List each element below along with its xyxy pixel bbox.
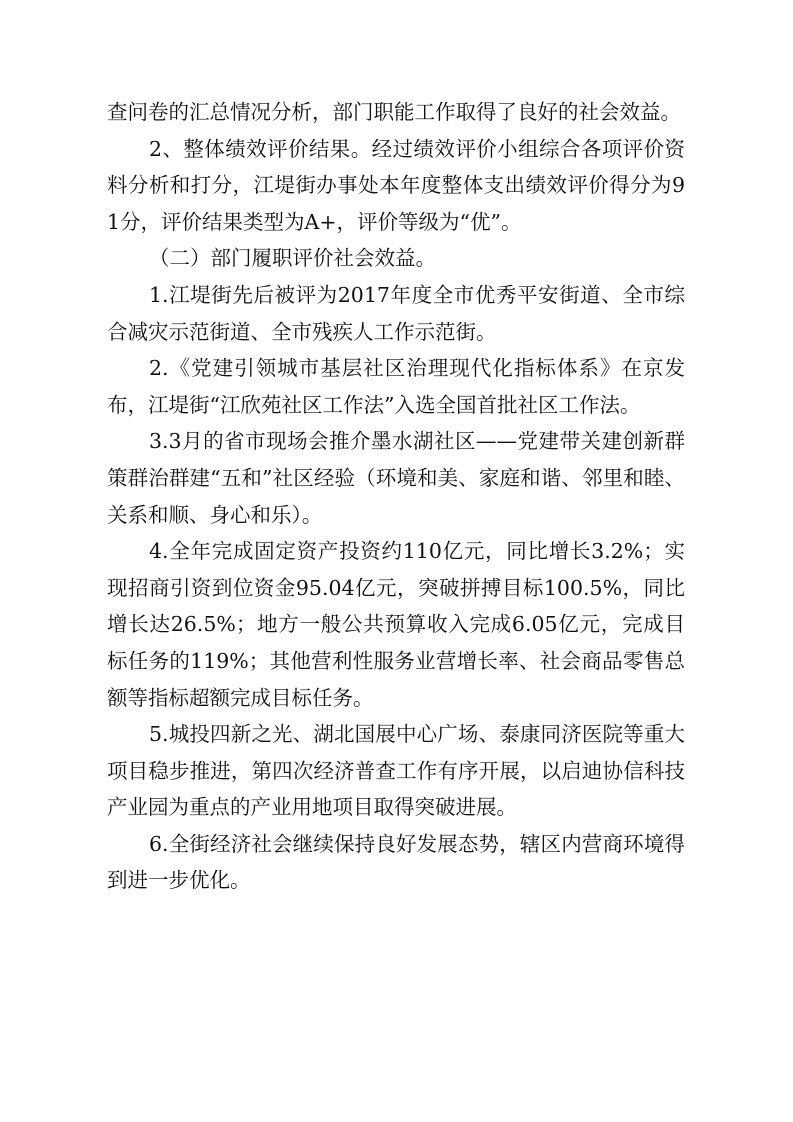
list-item-3: 3.3月的省市现场会推介墨水湖社区——党建带关建创新群策群治群建“五和”社区经验（环境和美、家庭和谐、邻里和睦、关系和顺、身心和乐）。: [107, 429, 685, 527]
document-body: [107, 94, 685, 899]
list-item-2: 2.《党建引领城市基层社区治理现代化指标体系》在京发布，江堤街“江欣苑社区工作法”入选全国首批社区工作法。: [107, 356, 685, 417]
list-item-6: 6.全街经济社会继续保持良好发展态势，辖区内营商环境得到进一步优化。: [107, 831, 685, 893]
list-item-5: 5.城投四新之光、湖北国展中心广场、泰康同济医院等重大项目稳步推进，第四次经济普查工作有序开展，以启迪协信科技产业园为重点的产业用地项目取得突破进展。: [107, 722, 685, 820]
list-item-1: 1.江堤街先后被评为2017年度全市优秀平安街道、全市综合减灾示范街道、全市残疾人工作示范街。: [107, 282, 685, 344]
paragraph-overall-evaluation: 2、整体绩效评价结果。经过绩效评价小组综合各项评价资料分析和打分，江堤街办事处本年度整体支出绩效评价得分为91分，评价结果类型为A+，评价等级为“优”。: [107, 136, 685, 234]
section-heading-social-benefit: （二）部门履职评价社会效益。: [149, 246, 436, 271]
paragraph-survey-analysis: 查问卷的汇总情况分析，部门职能工作取得了良好的社会效益。: [107, 100, 681, 124]
list-item-4: 4.全年完成固定资产投资约110亿元，同比增长3.2%；实现招商引资到位资金95.04亿元，突破拼搏目标100.5%，同比增长达26.5%；地方一般公共预算收入完成6.05亿元，完成目标任务的119%；其他营利性服务业营增长率、社会商品零售总额等指标超额完成目标任务。: [107, 539, 685, 710]
